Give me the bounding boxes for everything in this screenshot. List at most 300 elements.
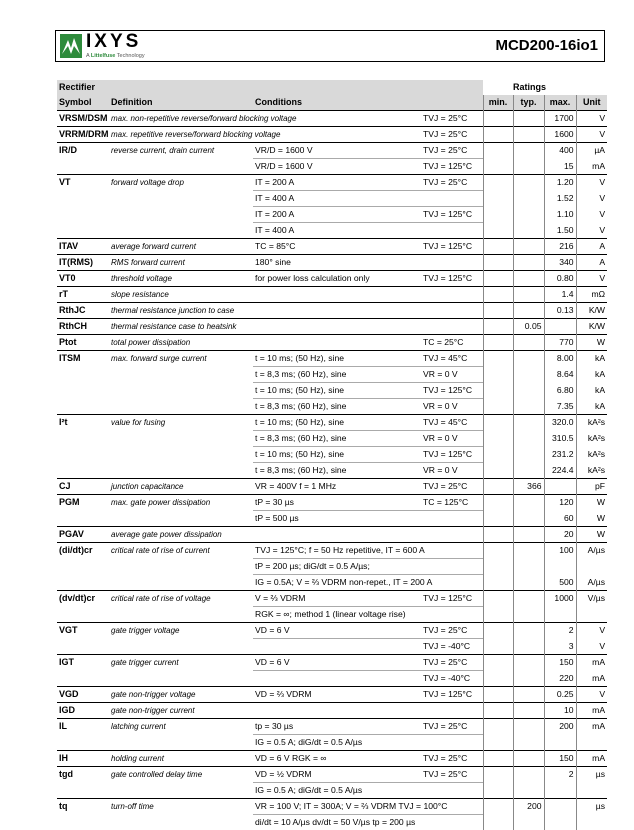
- typ-cell: [513, 383, 544, 399]
- max-cell: 224.4: [544, 463, 576, 479]
- column-header-row: [57, 95, 607, 111]
- definition-cell: [109, 735, 253, 751]
- temperature-cell: TVJ = 25°C: [421, 623, 483, 639]
- table-row: [57, 399, 607, 415]
- min-cell: [483, 495, 513, 511]
- symbol-cell: VRSM/DSM: [57, 111, 109, 127]
- definition-cell: [109, 207, 253, 223]
- min-cell: [483, 191, 513, 207]
- typ-cell: [513, 367, 544, 383]
- unit-cell: V: [576, 271, 607, 287]
- typ-cell: [513, 159, 544, 175]
- table-row: [57, 463, 607, 479]
- unit-cell: V: [576, 623, 607, 639]
- condition-cell: [253, 639, 421, 655]
- unit-cell: kA²s: [576, 415, 607, 431]
- table-row: [57, 655, 607, 671]
- typ-cell: [513, 223, 544, 239]
- unit-cell: V: [576, 175, 607, 191]
- condition-cell: [253, 319, 421, 335]
- symbol-cell: [57, 383, 109, 399]
- col-typ: typ.: [513, 95, 544, 111]
- typ-cell: [513, 767, 544, 783]
- definition-cell: max. gate power dissipation: [109, 495, 253, 511]
- typ-cell: [513, 783, 544, 799]
- temperature-cell: VR = 0 V: [421, 463, 483, 479]
- condition-cell: IG = 0.5 A; diG/dt = 0.5 A/µs: [253, 783, 421, 799]
- condition-cell: VR = 100 V; IT = 300A; V = ⅔ VDRM TVJ = 100°C: [253, 799, 421, 815]
- temperature-cell: [421, 303, 483, 319]
- symbol-cell: I²t: [57, 415, 109, 431]
- unit-cell: V: [576, 111, 607, 127]
- condition-cell: tP = 500 µs: [253, 511, 421, 527]
- condition-cell: tP = 30 µs: [253, 495, 421, 511]
- unit-cell: µA: [576, 143, 607, 159]
- condition-cell: VD = 6 V: [253, 655, 421, 671]
- definition-cell: latching current: [109, 719, 253, 735]
- min-cell: [483, 383, 513, 399]
- condition-cell: IG = 0.5 A; diG/dt = 0.5 A/µs: [253, 735, 421, 751]
- symbol-cell: [57, 511, 109, 527]
- temperature-cell: [421, 511, 483, 527]
- symbol-cell: IL: [57, 719, 109, 735]
- definition-cell: threshold voltage: [109, 271, 253, 287]
- temperature-cell: TVJ = 125°C: [421, 687, 483, 703]
- table-row: [57, 511, 607, 527]
- max-cell: 0.25: [544, 687, 576, 703]
- definition-cell: junction capacitance: [109, 479, 253, 495]
- table-row: [57, 447, 607, 463]
- typ-cell: [513, 559, 544, 575]
- definition-cell: [109, 815, 253, 830]
- min-cell: [483, 783, 513, 799]
- symbol-cell: [57, 191, 109, 207]
- typ-cell: [513, 287, 544, 303]
- max-cell: 320.0: [544, 415, 576, 431]
- col-conditions: Conditions: [253, 95, 483, 111]
- typ-cell: [513, 623, 544, 639]
- condition-cell: TC = 85°C: [253, 239, 421, 255]
- col-unit: Unit: [576, 95, 607, 111]
- unit-cell: mA: [576, 719, 607, 735]
- definition-cell: value for fusing: [109, 415, 253, 431]
- brand-name: IXYS: [86, 31, 141, 53]
- temperature-cell: [421, 319, 483, 335]
- symbol-cell: RthCH: [57, 319, 109, 335]
- typ-cell: [513, 191, 544, 207]
- unit-cell: kA: [576, 383, 607, 399]
- min-cell: [483, 303, 513, 319]
- temperature-cell: [421, 703, 483, 719]
- unit-cell: mA: [576, 655, 607, 671]
- definition-cell: slope resistance: [109, 287, 253, 303]
- table-row: [57, 303, 607, 319]
- temperature-cell: [421, 815, 483, 830]
- max-cell: [544, 799, 576, 815]
- definition-cell: [109, 671, 253, 687]
- symbol-cell: (dv/dt)cr: [57, 591, 109, 607]
- condition-cell: RGK = ∞; method 1 (linear voltage rise): [253, 607, 421, 623]
- unit-cell: V: [576, 223, 607, 239]
- condition-cell: IT = 400 A: [253, 191, 421, 207]
- unit-cell: V: [576, 639, 607, 655]
- unit-cell: A/µs: [576, 575, 607, 591]
- min-cell: [483, 207, 513, 223]
- table-row: [57, 255, 607, 271]
- condition-cell: VR = 400V f = 1 MHz: [253, 479, 421, 495]
- min-cell: [483, 319, 513, 335]
- unit-cell: V: [576, 207, 607, 223]
- min-cell: [483, 159, 513, 175]
- min-cell: [483, 815, 513, 830]
- table-row: [57, 207, 607, 223]
- symbol-cell: IT(RMS): [57, 255, 109, 271]
- typ-cell: [513, 255, 544, 271]
- definition-cell: [109, 639, 253, 655]
- col-symbol: Symbol: [57, 95, 109, 111]
- definition-cell: [109, 783, 253, 799]
- max-cell: 2: [544, 623, 576, 639]
- temperature-cell: [421, 607, 483, 623]
- header-bar: [55, 30, 605, 62]
- condition-cell: VD = ⅔ VDRM: [253, 687, 421, 703]
- table-row: [57, 591, 607, 607]
- min-cell: [483, 367, 513, 383]
- col-min: min.: [483, 95, 513, 111]
- temperature-cell: [421, 223, 483, 239]
- table-row: [57, 783, 607, 799]
- condition-cell: di/dt = 10 A/µs dv/dt = 50 V/µs tp = 200 µs: [253, 815, 421, 830]
- typ-cell: [513, 703, 544, 719]
- condition-cell: t = 8,3 ms; (60 Hz), sine: [253, 399, 421, 415]
- table-row: [57, 527, 607, 543]
- typ-cell: [513, 271, 544, 287]
- symbol-cell: PGAV: [57, 527, 109, 543]
- temperature-cell: VR = 0 V: [421, 367, 483, 383]
- condition-cell: VR/D = 1600 V: [253, 143, 421, 159]
- symbol-cell: [57, 559, 109, 575]
- part-number: MCD200-16io1: [495, 37, 598, 54]
- typ-cell: 366: [513, 479, 544, 495]
- definition-cell: reverse current, drain current: [109, 143, 253, 159]
- symbol-cell: IGD: [57, 703, 109, 719]
- min-cell: [483, 479, 513, 495]
- unit-cell: [576, 607, 607, 623]
- temperature-cell: [421, 191, 483, 207]
- symbol-cell: Ptot: [57, 335, 109, 351]
- typ-cell: [513, 463, 544, 479]
- min-cell: [483, 431, 513, 447]
- table-row: [57, 175, 607, 191]
- symbol-cell: IH: [57, 751, 109, 767]
- unit-cell: [576, 783, 607, 799]
- condition-cell: tp = 30 µs: [253, 719, 421, 735]
- condition-cell: TVJ = 125°C; f = 50 Hz repetitive, IT = 600 A: [253, 543, 421, 559]
- typ-cell: [513, 751, 544, 767]
- symbol-cell: [57, 463, 109, 479]
- max-cell: [544, 783, 576, 799]
- temperature-cell: TC = 25°C: [421, 335, 483, 351]
- max-cell: 120: [544, 495, 576, 511]
- min-cell: [483, 223, 513, 239]
- max-cell: 0.80: [544, 271, 576, 287]
- typ-cell: [513, 575, 544, 591]
- max-cell: 216: [544, 239, 576, 255]
- definition-cell: turn-off time: [109, 799, 253, 815]
- temperature-cell: [421, 527, 483, 543]
- table-row: [57, 367, 607, 383]
- ratings-label: Ratings: [483, 80, 576, 95]
- min-cell: [483, 335, 513, 351]
- min-cell: [483, 111, 513, 127]
- symbol-cell: VT0: [57, 271, 109, 287]
- max-cell: 1700: [544, 111, 576, 127]
- unit-cell: V: [576, 191, 607, 207]
- max-cell: 500: [544, 575, 576, 591]
- temperature-cell: [421, 255, 483, 271]
- definition-cell: critical rate of rise of current: [109, 543, 253, 559]
- table-row: [57, 735, 607, 751]
- max-cell: 15: [544, 159, 576, 175]
- condition-cell: [253, 303, 421, 319]
- max-cell: [544, 735, 576, 751]
- temperature-cell: TVJ = 45°C: [421, 351, 483, 367]
- symbol-cell: IR/D: [57, 143, 109, 159]
- definition-cell: holding current: [109, 751, 253, 767]
- table-row: [57, 639, 607, 655]
- temperature-cell: TVJ = 25°C: [421, 175, 483, 191]
- max-cell: 340: [544, 255, 576, 271]
- unit-cell: W: [576, 495, 607, 511]
- symbol-cell: [57, 367, 109, 383]
- min-cell: [483, 751, 513, 767]
- min-cell: [483, 527, 513, 543]
- min-cell: [483, 623, 513, 639]
- definition-cell: max. forward surge current: [109, 351, 253, 367]
- table-row: [57, 383, 607, 399]
- section-title: Rectifier: [57, 80, 483, 95]
- condition-cell: IG = 0.5A; V = ⅔ VDRM non-repet., IT = 200 A: [253, 575, 421, 591]
- typ-cell: [513, 431, 544, 447]
- typ-cell: [513, 447, 544, 463]
- typ-cell: [513, 511, 544, 527]
- table-row: [57, 495, 607, 511]
- unit-cell: [576, 815, 607, 830]
- condition-cell: [253, 527, 421, 543]
- definition-cell: [109, 223, 253, 239]
- unit-cell: µs: [576, 767, 607, 783]
- typ-cell: 200: [513, 799, 544, 815]
- temperature-cell: TVJ = 25°C: [421, 719, 483, 735]
- symbol-cell: VT: [57, 175, 109, 191]
- min-cell: [483, 703, 513, 719]
- typ-cell: [513, 143, 544, 159]
- typ-cell: [513, 607, 544, 623]
- symbol-cell: [57, 223, 109, 239]
- definition-cell: max. non-repetitive reverse/forward blocking voltage: [109, 111, 253, 127]
- table-row: [57, 351, 607, 367]
- max-cell: 1000: [544, 591, 576, 607]
- min-cell: [483, 399, 513, 415]
- table-row: [57, 607, 607, 623]
- typ-cell: [513, 687, 544, 703]
- definition-cell: gate non-trigger current: [109, 703, 253, 719]
- typ-cell: [513, 207, 544, 223]
- symbol-cell: ITSM: [57, 351, 109, 367]
- symbol-cell: VRRM/DRM: [57, 127, 109, 143]
- definition-cell: gate controlled delay time: [109, 767, 253, 783]
- unit-cell: mA: [576, 671, 607, 687]
- temperature-cell: TVJ = 25°C: [421, 127, 483, 143]
- max-cell: 1.52: [544, 191, 576, 207]
- unit-cell: W: [576, 527, 607, 543]
- definition-cell: forward voltage drop: [109, 175, 253, 191]
- max-cell: [544, 319, 576, 335]
- min-cell: [483, 719, 513, 735]
- symbol-cell: tq: [57, 799, 109, 815]
- definition-cell: average gate power dissipation: [109, 527, 253, 543]
- condition-cell: t = 8,3 ms; (60 Hz), sine: [253, 431, 421, 447]
- table-row: [57, 703, 607, 719]
- condition-cell: t = 8,3 ms; (60 Hz), sine: [253, 463, 421, 479]
- min-cell: [483, 655, 513, 671]
- symbol-cell: [57, 815, 109, 830]
- definition-cell: [109, 511, 253, 527]
- unit-cell: mA: [576, 751, 607, 767]
- temperature-cell: TC = 125°C: [421, 495, 483, 511]
- table-row: [57, 143, 607, 159]
- max-cell: [544, 559, 576, 575]
- temperature-cell: TVJ = 125°C: [421, 207, 483, 223]
- condition-cell: for power loss calculation only: [253, 271, 421, 287]
- max-cell: [544, 479, 576, 495]
- col-max: max.: [544, 95, 576, 111]
- condition-cell: t = 10 ms; (50 Hz), sine: [253, 383, 421, 399]
- symbol-cell: VGT: [57, 623, 109, 639]
- min-cell: [483, 287, 513, 303]
- typ-cell: [513, 303, 544, 319]
- definition-cell: [109, 463, 253, 479]
- typ-cell: 0.05: [513, 319, 544, 335]
- table-row: [57, 543, 607, 559]
- temperature-cell: TVJ = 125°C: [421, 447, 483, 463]
- typ-cell: [513, 527, 544, 543]
- max-cell: 1.20: [544, 175, 576, 191]
- temperature-cell: TVJ = 125°C: [421, 271, 483, 287]
- temperature-cell: TVJ = -40°C: [421, 671, 483, 687]
- max-cell: 1.4: [544, 287, 576, 303]
- table-row: [57, 335, 607, 351]
- table-row: [57, 719, 607, 735]
- typ-cell: [513, 111, 544, 127]
- condition-cell: IT = 200 A: [253, 207, 421, 223]
- max-cell: [544, 607, 576, 623]
- symbol-cell: [57, 207, 109, 223]
- table-row: [57, 111, 607, 127]
- symbol-cell: [57, 399, 109, 415]
- max-cell: 3: [544, 639, 576, 655]
- condition-cell: [253, 335, 421, 351]
- table-row: [57, 815, 607, 830]
- condition-cell: VD = 6 V RGK = ∞: [253, 751, 421, 767]
- condition-cell: t = 10 ms; (50 Hz), sine: [253, 415, 421, 431]
- definition-cell: max. repetitive reverse/forward blocking voltage: [109, 127, 253, 143]
- max-cell: 20: [544, 527, 576, 543]
- col-definition: Definition: [109, 95, 253, 111]
- typ-cell: [513, 735, 544, 751]
- definition-cell: [109, 191, 253, 207]
- max-cell: 1.50: [544, 223, 576, 239]
- symbol-cell: rT: [57, 287, 109, 303]
- typ-cell: [513, 399, 544, 415]
- typ-cell: [513, 351, 544, 367]
- min-cell: [483, 639, 513, 655]
- table-row: [57, 431, 607, 447]
- table-row: [57, 127, 607, 143]
- definition-cell: critical rate of rise of voltage: [109, 591, 253, 607]
- rectifier-ratings-table: [57, 80, 607, 830]
- symbol-cell: IGT: [57, 655, 109, 671]
- condition-cell: 180° sine: [253, 255, 421, 271]
- condition-cell: t = 8,3 ms; (60 Hz), sine: [253, 367, 421, 383]
- temperature-cell: TVJ = 45°C: [421, 415, 483, 431]
- condition-cell: V = ⅔ VDRM: [253, 591, 421, 607]
- table-row: [57, 767, 607, 783]
- max-cell: 0.13: [544, 303, 576, 319]
- min-cell: [483, 271, 513, 287]
- unit-cell: µs: [576, 799, 607, 815]
- max-cell: 8.64: [544, 367, 576, 383]
- condition-cell: [253, 287, 421, 303]
- temperature-cell: TVJ = 25°C: [421, 655, 483, 671]
- temperature-cell: [421, 543, 483, 559]
- unit-cell: kA: [576, 351, 607, 367]
- definition-cell: [109, 575, 253, 591]
- min-cell: [483, 575, 513, 591]
- table-row: [57, 671, 607, 687]
- max-cell: 231.2: [544, 447, 576, 463]
- temperature-cell: TVJ = -40°C: [421, 639, 483, 655]
- unit-cell: A/µs: [576, 543, 607, 559]
- table-row: [57, 575, 607, 591]
- condition-cell: tP = 200 µs; diG/dt = 0.5 A/µs;: [253, 559, 421, 575]
- max-cell: 2: [544, 767, 576, 783]
- definition-cell: [109, 367, 253, 383]
- unit-cell: mA: [576, 159, 607, 175]
- max-cell: 400: [544, 143, 576, 159]
- definition-cell: thermal resistance case to heatsink: [109, 319, 253, 335]
- max-cell: 10: [544, 703, 576, 719]
- min-cell: [483, 255, 513, 271]
- table-row: [57, 287, 607, 303]
- max-cell: 1.10: [544, 207, 576, 223]
- definition-cell: gate non-trigger voltage: [109, 687, 253, 703]
- unit-cell: pF: [576, 479, 607, 495]
- unit-cell: mA: [576, 703, 607, 719]
- unit-cell: kA²s: [576, 431, 607, 447]
- definition-cell: [109, 159, 253, 175]
- table-row: [57, 271, 607, 287]
- unit-cell: kA: [576, 367, 607, 383]
- typ-cell: [513, 719, 544, 735]
- definition-cell: gate trigger current: [109, 655, 253, 671]
- typ-cell: [513, 335, 544, 351]
- min-cell: [483, 607, 513, 623]
- condition-cell: IT = 200 A: [253, 175, 421, 191]
- typ-cell: [513, 655, 544, 671]
- brand-tagline: A Littelfuse Technology: [86, 53, 145, 59]
- symbol-cell: tgd: [57, 767, 109, 783]
